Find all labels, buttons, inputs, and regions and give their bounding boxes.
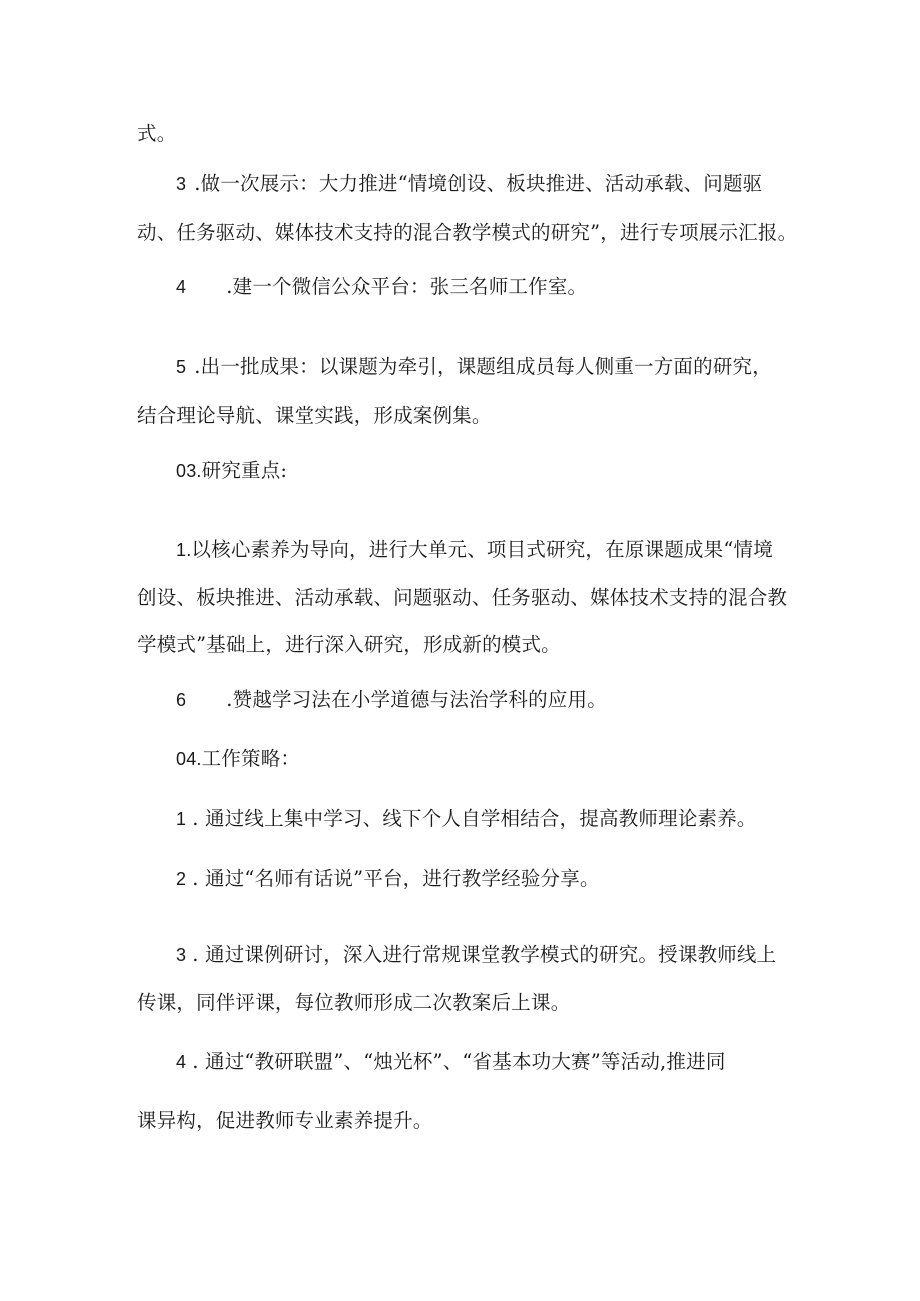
section-heading-work-strategy [176, 747, 836, 771]
line-text: .做一次展示：大力推进“情境创设、板块推进、活动承载、问题驱 [194, 172, 763, 195]
item-number: 5 [176, 357, 187, 377]
item-number: 1 [176, 809, 187, 829]
strategy-item-3 [176, 943, 836, 967]
line-text: 动、任务驱动、媒体技术支持的混合教学模式的研究”，进行专项展示汇报。 [137, 221, 798, 244]
item-number: 3 [176, 945, 187, 965]
strategy-item-2 [176, 867, 836, 891]
item-number: 1. [176, 540, 192, 560]
strategy-item-4 [176, 1050, 836, 1074]
text-line [137, 1109, 797, 1133]
line-text: 课异构，促进教师专业素养提升。 [137, 1109, 433, 1132]
line-text: .出一批成果：以课题为牵引，课题组成员每人侧重一方面的研究， [194, 355, 772, 378]
text-line [137, 221, 797, 245]
line-text: . 通过“名师有话说”平台，进行教学经验分享。 [192, 867, 600, 890]
line-text: . 通过线上集中学习、线下个人自学相结合，提高教师理论素养。 [192, 807, 757, 830]
text-line [137, 633, 797, 657]
list-item-3-showcase [176, 172, 836, 196]
line-text: 结合理论导航、课堂实践，形成案例集。 [137, 404, 492, 427]
section-number: 04. [176, 749, 202, 769]
section-number: 03. [176, 461, 202, 481]
item-number: 4 [176, 1052, 187, 1072]
line-text: .赞越学习法在小学道德与法治学科的应用。 [226, 688, 607, 711]
line-text: 创设、板块推进、活动承载、问题驱动、任务驱动、媒体技术支持的混合教 [137, 586, 788, 609]
item-number: 6 [176, 690, 187, 710]
focus-item-1 [176, 538, 836, 562]
list-item-5-results [176, 355, 836, 379]
line-text: 以核心素养为导向，进行大单元、项目式研究，在原课题成果“情境 [191, 538, 773, 561]
line-text: 传课，同伴评课，每位教师形成二次教案后上课。 [137, 991, 571, 1014]
section-title: 研究重点: [201, 459, 288, 482]
line-text: .建一个微信公众平台：张三名师工作室。 [226, 275, 588, 298]
line-text: . 通过“教研联盟”、“烛光杯”、“省基本功大赛”等活动,推进同 [192, 1050, 726, 1073]
text-line [137, 404, 797, 428]
line-text: . 通过课例研讨，深入进行常规课堂教学模式的研究。授课教师线上 [192, 943, 777, 966]
focus-item-6 [176, 688, 836, 712]
strategy-item-1 [176, 807, 836, 831]
text-line [137, 122, 797, 146]
text-line [137, 991, 797, 1015]
item-number: 3 [176, 174, 187, 194]
text-line [137, 586, 797, 610]
section-title: 工作策略： [201, 747, 301, 770]
line-text: 学模式”基础上，进行深入研究，形成新的模式。 [137, 633, 561, 656]
item-number: 2 [176, 869, 187, 889]
section-heading-research-focus [176, 459, 836, 483]
item-number: 4 [176, 277, 187, 297]
line-text: 式。 [137, 122, 177, 145]
list-item-4-wechat [176, 275, 836, 299]
